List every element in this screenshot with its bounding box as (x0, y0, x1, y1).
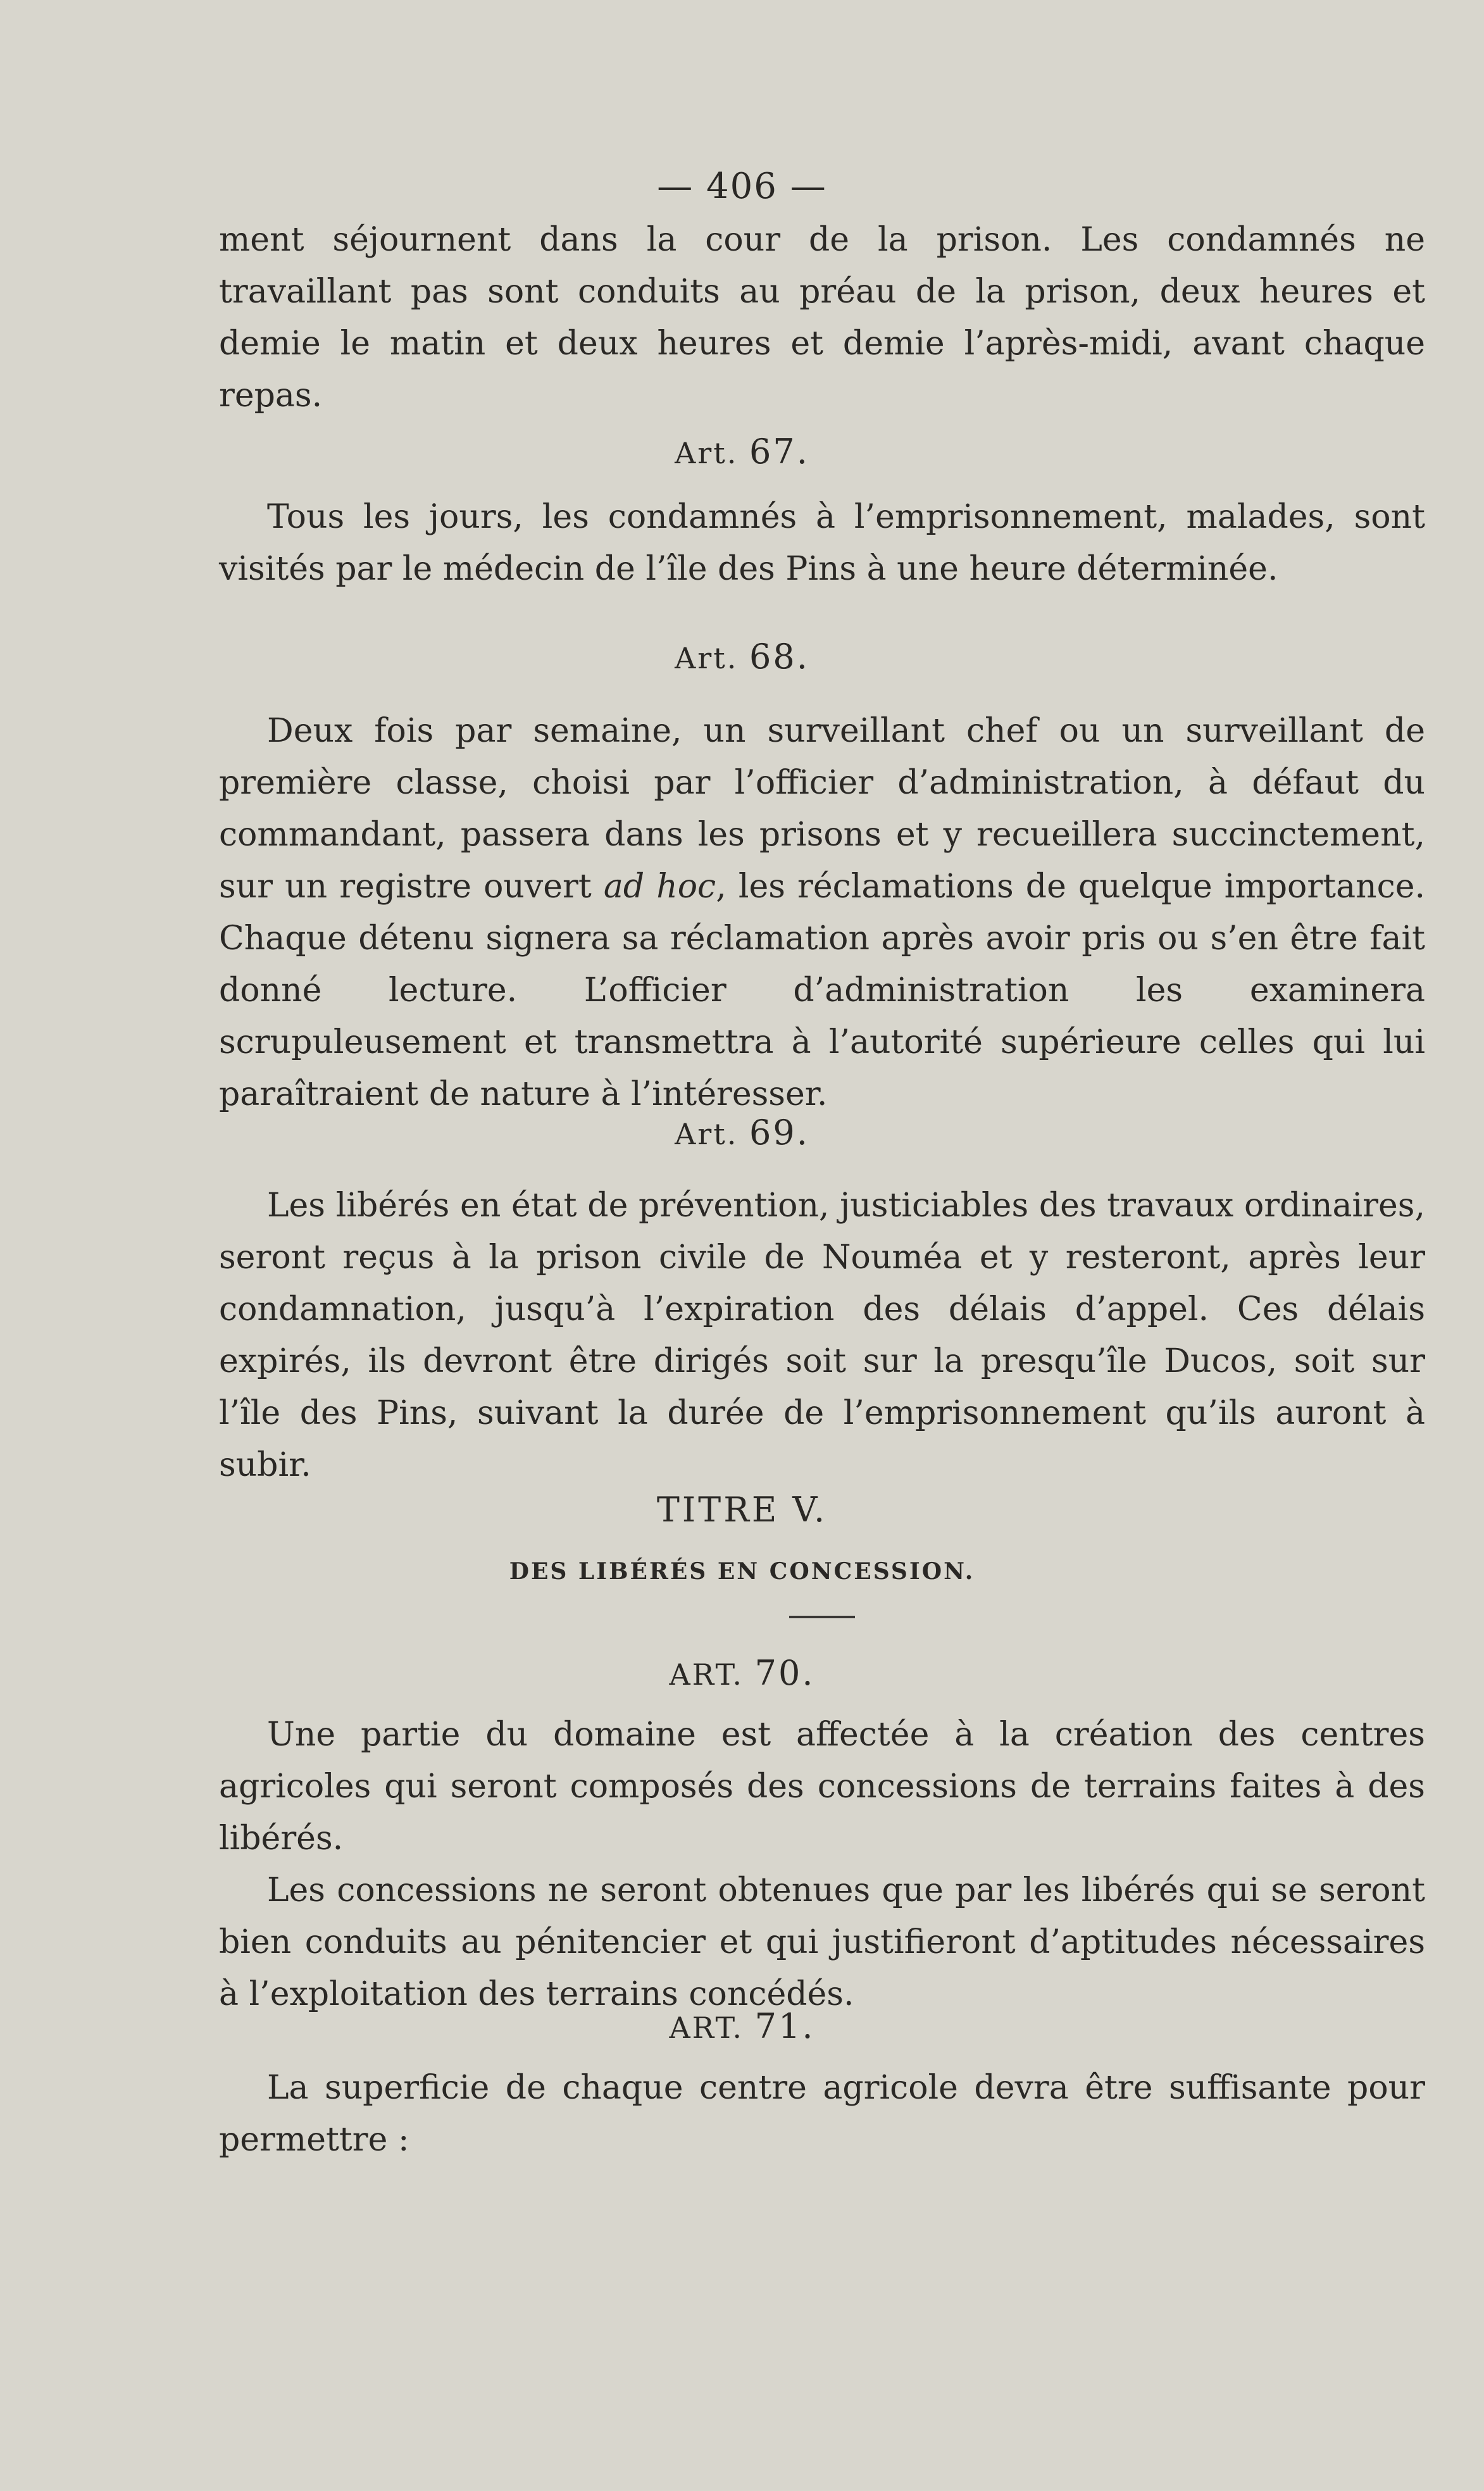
article-label: Art. (675, 1117, 739, 1151)
article-67-body (219, 491, 1425, 595)
article-71-text: La superficie de chaque centre agricole devra être suffisante pour permettre : (219, 2069, 1425, 2159)
article-heading-67 (0, 432, 1484, 471)
article-number: 69. (749, 1113, 809, 1152)
article-69-text: Les libérés en état de prévention, justiciables des travaux ordinaires, seront reçus à la prison civile de Nouméa et y resteront, après leur condamnation, jusqu’à l’expiration des délais d’appel. Ces délais expirés, ils devront être dirigés soit sur la presqu’île Ducos, soit sur l’île des Pins, suivant la durée de l’emprisonnement qu’ils auront à subir. (219, 1187, 1425, 1484)
title-subheading: DES LIBÉRÉS EN CONCESSION. (509, 1558, 975, 1585)
article-70-paragraph-1: Une partie du domaine est affectée à la création des centres agricoles qui seront composés des concessions de terrains faites à des libérés. (219, 1716, 1425, 1857)
article-heading-71 (0, 2006, 1484, 2046)
article-number: 71. (754, 2006, 815, 2046)
paragraph-intro (219, 214, 1425, 421)
article-heading-68 (0, 637, 1484, 677)
article-69-body (219, 1180, 1425, 1491)
article-68-text-part2: , les réclamations de quelque importance. Chaque détenu signera sa réclamation après avoir pris ou s’en être fait donné lecture. L’officier d’administration les examinera scrupuleusement et transmettra à l’autorité supérieure celles qui lui paraîtraient de nature à l’intéresser. (219, 868, 1425, 1113)
article-label: Art. (675, 641, 739, 675)
article-number: 70. (754, 1653, 815, 1693)
article-number: 68. (749, 637, 809, 677)
article-label: ART. (669, 1658, 744, 1692)
article-67-text: Tous les jours, les condamnés à l’emprisonnement, malades, sont visités par le médecin de l’île des Pins à une heure déterminée. (219, 498, 1425, 588)
article-label: ART. (669, 2011, 744, 2045)
paragraph-intro-text: ment séjournent dans la cour de la prison. Les condamnés ne travaillant pas sont conduits au préau de la prison, deux heures et demie le matin et deux heures et demie l’après-midi, avant chaque repas. (219, 221, 1425, 415)
article-68-body (219, 705, 1425, 1120)
article-70-paragraph-2: Les concessions ne seront obtenues que par les libérés qui se seront bien conduits au pénitencier et qui justifieront d’aptitudes nécessaires à l’exploitation des terrains concédés. (219, 1871, 1425, 2013)
article-68-text-italic: ad hoc (603, 868, 716, 906)
article-68-text-part1: Deux fois par semaine, un surveillant chef ou un surveillant de première classe, choisi par l’officier d’administration, à défaut du commandant, passera dans les prisons et y recueillera succinctement, sur un registre ouvert (219, 712, 1425, 906)
article-heading-69 (0, 1113, 1484, 1152)
article-number: 67. (749, 432, 809, 471)
article-label: Art. (675, 436, 739, 470)
article-71-body (219, 2062, 1425, 2166)
page-number: — 406 — (657, 166, 827, 207)
divider-rule (789, 1616, 855, 1618)
article-heading-70 (0, 1653, 1484, 1693)
article-68-text (219, 705, 1425, 1120)
title-heading: TITRE V. (656, 1490, 828, 1530)
article-70-body (219, 1709, 1425, 2020)
